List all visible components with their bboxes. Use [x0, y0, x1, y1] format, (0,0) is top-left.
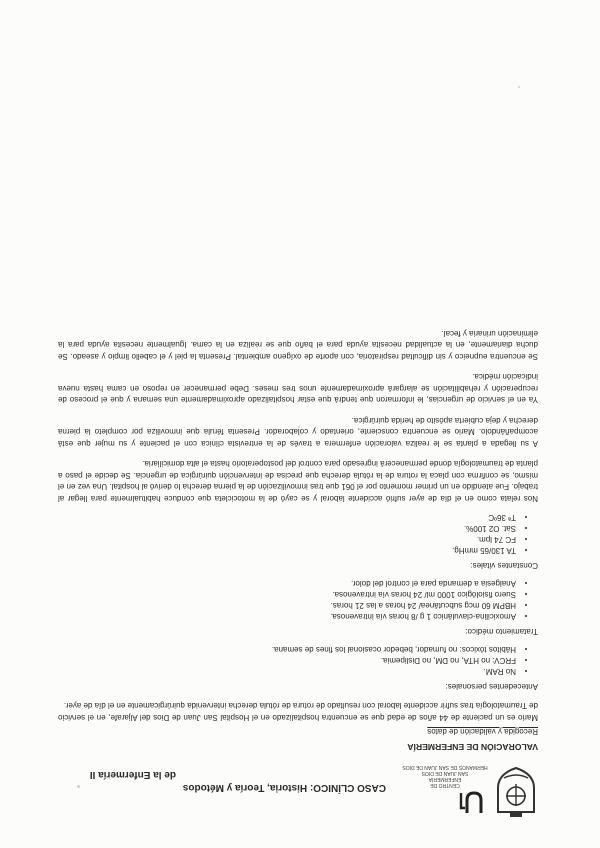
scan-speck [298, 426, 300, 428]
list-item: • FC 74 lpm. [58, 534, 516, 545]
list-item: • Tª 36ºC [58, 512, 516, 523]
list-item: • Analgesia a demanda para el control del dolor. [58, 578, 516, 589]
ud-logo-icon [458, 790, 484, 816]
case-title-line2: de la Enfermería II [89, 769, 176, 780]
list-item: • Suero fisiológico 1000 ml/ 24 horas vía intravenosa. [58, 589, 516, 600]
list-item: • Hábitos tóxicos: no fumador, bebedor ocasional los fines de semana. [58, 644, 516, 655]
antecedentes-label: Antecedentes personales: [445, 682, 538, 691]
paragraph-intro: Mario es un paciente de 44 años de edad que se encuentra hospitalizado en el Hospital San Juan de Dios del Aljarafe, en el servicio de Traumatología tras sufrir accidente laboral con resultado de rotura de rótula derecha intervenida quirúrgicamente en el día de ayer. [58, 701, 538, 722]
constantes-label: Constantes vitales: [470, 561, 538, 570]
paragraph-eupneico: Se encuentra eupneico y sin dificultad respiratoria, con aporte de oxígeno ambiental. Presenta la piel y el cabello limpio y aseado. Se ducha diariamente, en la actualidad necesita ayuda para el baño que se realiza en la cama. Igualmente necesita ayuda para la eliminación urinaria y fecal. [58, 329, 538, 361]
paragraph-urgencias: Ya en el servicio de urgencias, le informaron que tendrá que estar hospitalizado aproximadamente una semana y que el proceso de recuperación y rehabilitación se alargará aproximadamente unos tres meses. Debe permanecer en reposo en cama hasta nueva indicación médica. [58, 372, 538, 405]
list-item: • No RAM. [58, 666, 516, 677]
list-item: • HBPM 60 mcg subcutánea/ 24 horas a las 21 horas. [58, 600, 516, 611]
list-item: • Sat. O2 100%. [58, 523, 516, 534]
section-title: VALORACIÓN DE ENFERMERÍA [407, 742, 538, 752]
center-name: CENTRO DE ENFERMERÍA SAN JUAN DE DIOS HERMANOS DE SAN JUAN DE DIOS [402, 764, 488, 788]
case-title-line1: CASO CLÍNICO: Historia, Teoría y Métodos [182, 782, 386, 793]
antecedentes-list [58, 644, 538, 677]
constantes-list [58, 512, 538, 556]
list-item: • FRCV: no HTA, no DM, no Dislipemia. [58, 655, 516, 666]
scan-speck [518, 86, 520, 88]
paragraph-relato: Nos relata como en el día de ayer sufrió accidente laboral y se cayó de la motocicleta que conduce habitualmente para llegar al trabajo. Fue atendido en un primer momento por el 061 que tras inmovilización de la pierna derecha lo derivó al hospital. Una vez en el mismo, se confirma con placa la rotura de la rótula derecha que precisa de intervención quirúrgica de urgencia. Se decide el paso a planta de traumatología donde permanecerá ingresado para control del postoperatorio hasta el alta domiciliaria. [58, 459, 538, 503]
tratamiento-label: Tratamiento médico: [465, 627, 538, 636]
list-item: • TA 130/65 mmHg. [58, 545, 516, 556]
paragraph-llegada: A su llegada a planta se le realiza valoración enfermera a través de la entrevista clínica con el paciente y su mujer que está acompañándolo. Mario se encuentra consciente, orientado y colaborador. Presenta férula que inmoviliza por completo la pierna derecha y deja cubierta apósito de herida quirúrgica. [58, 416, 538, 448]
scan-speck [77, 785, 80, 788]
subsection-title: Recogida y validación de datos [427, 727, 538, 736]
document-body [58, 319, 538, 829]
tratamiento-list [58, 578, 538, 622]
document-header [58, 756, 538, 828]
list-item: • Amoxicilina-clavulánico 1 g /8 horas vía intravenosa. [58, 611, 516, 622]
case-title [66, 768, 386, 794]
crest-logo-icon [494, 766, 538, 818]
